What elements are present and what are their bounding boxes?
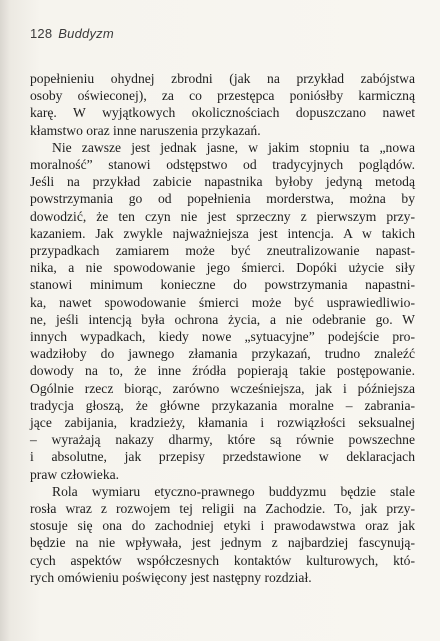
text-line: moralność” stanowi odstępstwo od tradycyjnych poglądów.: [30, 157, 415, 173]
text-line: Jeśli na przykład zabicie napastnika byłoby jedyną metodą: [30, 174, 415, 190]
running-head: [30, 26, 114, 41]
text-line: rych omówieniu poświęcony jest następny rozdział.: [30, 569, 312, 585]
body-text: [30, 70, 415, 586]
text-line: cych aspektów współczesnych kontaktów kulturowych, któ-: [30, 552, 415, 568]
text-line: rosła wraz z rozwojem tej religii na Zachodzie. To, jak przy-: [30, 501, 415, 517]
text-line: popełnieniu ohydnej zbrodni (jak na przykład zabójstwa: [30, 71, 415, 86]
text-line: stanowi minimum konieczne do powstrzymania napastni-: [30, 277, 415, 293]
text-line: karę. W wyjątkowych okolicznościach dopuszczano nawet: [30, 105, 415, 121]
text-line: wadziłoby do jawnego złamania przykazań, trudno znaleźć: [30, 346, 415, 362]
page-number: 128: [30, 26, 53, 41]
text-line: i absolutne, jak przepisy przedstawione w deklaracjach: [30, 449, 415, 465]
text-line: przypadkach zamiarem może być zneutralizowanie napast-: [30, 243, 415, 259]
text-line: ne, jeśli intencją była ochrona życia, a nie odebranie go. W: [30, 311, 415, 327]
text-line: – wyrażają nakazy dharmy, które są równie powszechne: [30, 432, 415, 448]
text-line: kłamstwo oraz inne naruszenia przykazań.: [30, 122, 261, 138]
text-line: dowodzić, że ten czyn nie jest sprzeczny z pierwszym przy-: [30, 208, 415, 224]
text-line: osoby oświeconej), za co przestępca poniósłby karmiczną: [30, 88, 415, 104]
text-line: Nie zawsze jest jednak jasne, w jakim stopniu ta „nowa: [52, 139, 415, 155]
text-line: jące zabijania, kradzieży, kłamania i rozwiązłości seksualnej: [30, 415, 415, 431]
text-line: dowody na to, że inne źródła popierają takie postępowanie.: [30, 363, 415, 379]
text-line: będzie na nie wpływała, jest jednym z najbardziej fascynują-: [30, 535, 415, 551]
text-line: Ogólnie rzecz biorąc, zarówno wcześniejsza, jak i późniejsza: [30, 380, 415, 396]
text-line: Rola wymiaru etyczno-prawnego buddyzmu będzie stale: [52, 483, 415, 499]
text-line: powstrzymania go od popełnienia morderstwa, można by: [30, 191, 415, 207]
text-line: tradycja głoszą, że główne przykazania moralne – zabrania-: [30, 397, 415, 413]
text-line: nika, a nie spowodowanie jego śmierci. Dopóki użycie siły: [30, 260, 415, 276]
text-line: stosuje się ona do zachodniej etyki i prawodawstwa oraz jak: [30, 518, 415, 534]
text-line: praw człowieka.: [30, 466, 120, 482]
running-title: Buddyzm: [58, 26, 114, 41]
text-line: kazaniem. Jak zwykle najważniejsza jest intencja. A w takich: [30, 225, 415, 241]
text-line: ka, nawet spowodowanie śmierci może być usprawiedliwio-: [30, 294, 415, 310]
text-line: innych wypadkach, kiedy nowe „sytuacyjne” podejście pro-: [30, 329, 415, 345]
